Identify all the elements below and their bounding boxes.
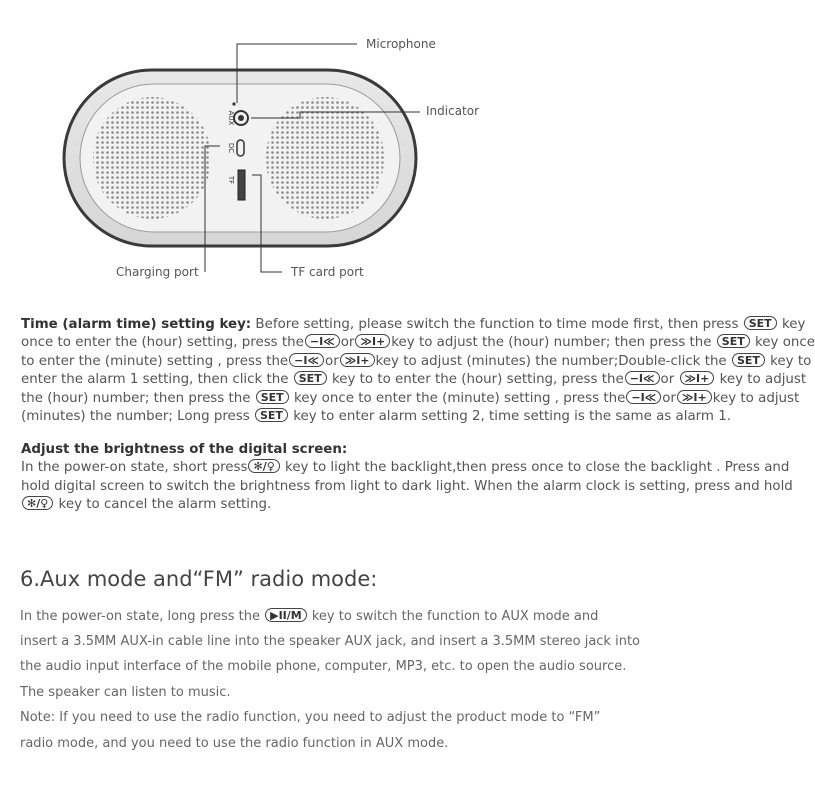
microphone-callout: Microphone: [366, 37, 436, 51]
set-key-icon: SET: [744, 316, 777, 330]
minus-key-icon: −I≪: [305, 334, 340, 348]
aux-line-1: In the power-on state, long press the ▶II/M key to switch the function to AUX mode and: [20, 609, 599, 624]
dc-port-label: DC: [227, 142, 235, 154]
brightness-heading: Adjust the brightness of the digital screen:: [21, 442, 348, 457]
minus-key-icon: −I≪: [626, 390, 661, 404]
brightness-paragraph: Adjust the brightness of the digital screen: In the power-on state, short press ✻/♀ key to light the backlight,then press once to close the backlight . Press and hold digital screen to switch the brightness from light to dark light. When the alarm clock is setting, press and hold ✻/♀ key to cancel the alarm setting.: [21, 442, 793, 513]
set-key-icon: SET: [256, 390, 289, 404]
aux-line-6: radio mode, and you need to use the radio function in AUX mode.: [20, 736, 449, 751]
speaker-grille-right: [266, 97, 384, 219]
set-key-icon: SET: [717, 334, 750, 348]
backlight-key-icon: ✻/♀: [22, 496, 53, 510]
set-key-icon: SET: [732, 353, 765, 367]
speaker-grille-left: [93, 97, 211, 219]
tf-port-label: TF: [227, 175, 235, 185]
play-mode-key-icon: ▶II/M: [265, 608, 307, 622]
minus-key-icon: −I≪: [289, 353, 324, 367]
time-setting-heading: Time (alarm time) setting key:: [21, 317, 252, 332]
indicator-callout: Indicator: [426, 104, 480, 118]
minus-key-icon: −I≪: [625, 371, 660, 385]
tf-slot: [238, 170, 245, 200]
set-key-icon: SET: [255, 408, 288, 422]
charging-port-callout: Charging port: [116, 265, 199, 279]
section-title: 6.Aux mode and“FM” radio mode:: [20, 567, 378, 591]
backlight-key-icon: ✻/♀: [248, 459, 279, 473]
plus-key-icon: ≫I+: [677, 390, 712, 404]
indicator-light: [232, 102, 235, 105]
aux-line-4: The speaker can listen to music.: [20, 685, 231, 700]
plus-key-icon: ≫I+: [340, 353, 375, 367]
aux-port-label: AUX: [227, 110, 235, 126]
time-setting-paragraph: Time (alarm time) setting key: Before setting, please switch the function to time mode first, then press SET key once to enter the (hour) setting, press the −I≪ or ≫I+ key to adjust the (hour) number; then press the SET key once to enter the (minute) setting , press the −I≪ or ≫I+ key to adjust (minutes) the number;Double-click the SET key to enter the alarm 1 setting, then click the SET key to to enter the (hour) setting, press the −I≪ or ≫I+ key to adjust the (hour) number; then press the SET key once to enter the (minute) setting , press the −I≪ or ≫I+ key to adjust (minutes) the number; Long press SET key to enter alarm setting 2, time setting is the same as alarm 1.: [21, 317, 815, 425]
plus-key-icon: ≫I+: [680, 371, 715, 385]
tf-card-port-callout: TF card port: [291, 265, 364, 279]
plus-key-icon: ≫I+: [355, 334, 390, 348]
aux-line-5: Note: If you need to use the radio function, you need to adjust the product mode to “FM”: [20, 710, 601, 725]
set-key-icon: SET: [294, 371, 327, 385]
aux-line-3: the audio input interface of the mobile phone, computer, MP3, etc. to open the audio source.: [20, 659, 627, 674]
aux-line-2: insert a 3.5MM AUX-in cable line into the speaker AUX jack, and insert a 3.5MM stereo jack into: [20, 634, 640, 649]
